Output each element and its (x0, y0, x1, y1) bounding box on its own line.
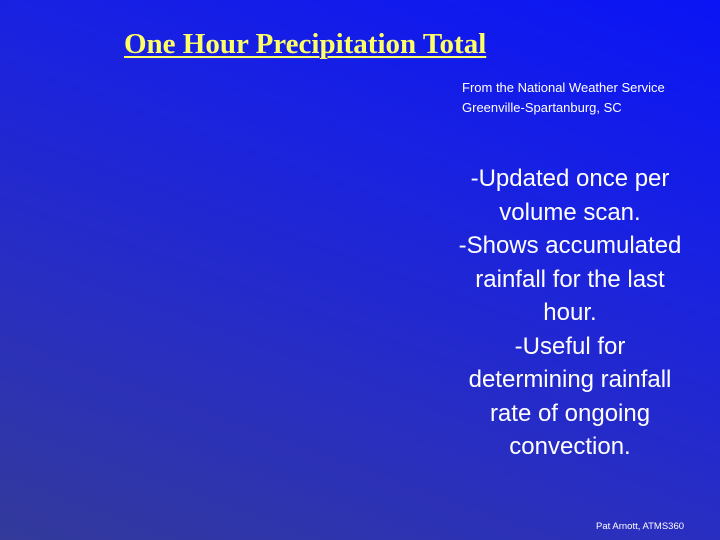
bullet-line: rate of ongoing (489, 399, 651, 427)
footer-credit: Pat Arnott, ATMS360 (596, 521, 685, 532)
bullet-line: -Shows accumulated (458, 232, 682, 259)
bullet-line: determining rainfall (468, 366, 672, 393)
source-credit (462, 78, 665, 118)
bullet-line: -Updated once per (470, 165, 670, 192)
bullet-text-block (430, 162, 710, 464)
bullet-line: -Useful for (514, 332, 626, 360)
bullet-line: convection. (509, 433, 631, 460)
source-line: Greenville-Spartanburg, SC (462, 100, 622, 115)
source-line: From the National Weather Service (462, 80, 665, 95)
bullet-line: rainfall for the last (475, 265, 665, 293)
bullet-line: volume scan. (499, 198, 641, 226)
bullet-line: hour. (543, 299, 597, 326)
slide-title: One Hour Precipitation Total (124, 28, 487, 60)
